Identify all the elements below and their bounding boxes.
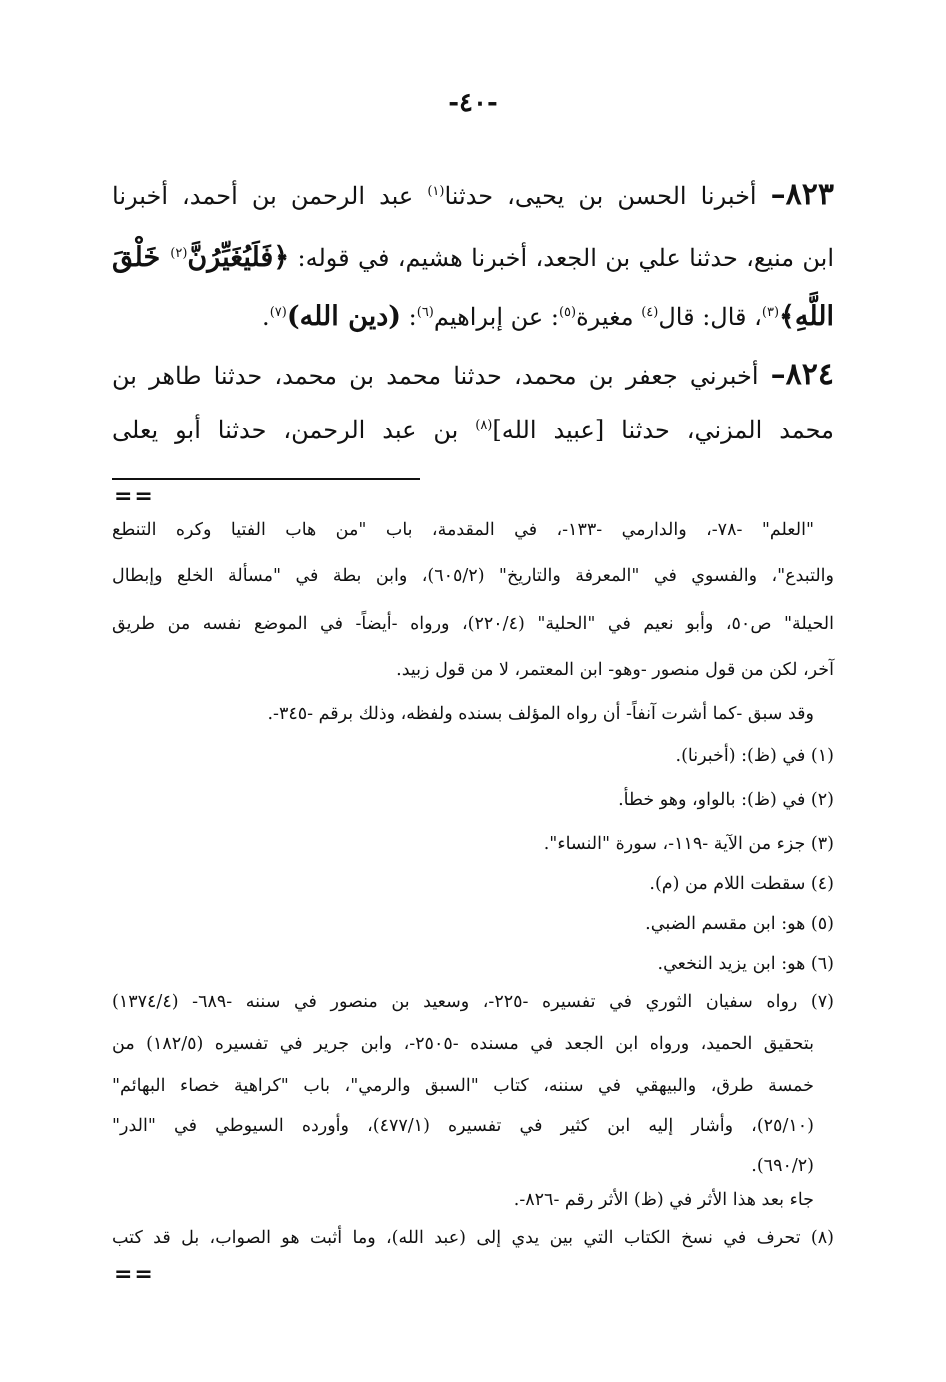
hadith-824-line-2 [112, 418, 834, 442]
text-run: عبد الرحمن بن أحمد، أخبرنا [112, 182, 428, 210]
text-run: : [401, 303, 417, 331]
footnote-continuation-line: وقد سبق -كما أشرت آنفاً- أن رواه المؤلف بسنده ولفظه، وذلك برقم -٣٤٥-. [267, 704, 814, 724]
continuation-mark-bottom: == [114, 1262, 155, 1287]
hadith-number-824: ٨٢٤– [770, 357, 834, 392]
text-run: بن عبد الرحمن، حدثنا أبو يعلى [112, 416, 476, 444]
footnote-7-line: خمسة طرق، والبيهقي في سننه، كتاب "السبق والرمي"، باب "كراهية خصاء البهائم" [112, 1076, 814, 1096]
footnote-7-line: بتحقيق الحميد، ورواه ابن الجعد في مسنده -٢٥٠٥-، وابن جرير في تفسيره (١٨٢/٥) من [112, 1034, 814, 1054]
hadith-823-line-2 [112, 244, 834, 271]
footnote-continuation-line: "العلم" -٧٨-، والدارمي -١٣٣-، في المقدمة، باب "من هاب الفتيا وكره التنطع [112, 520, 814, 540]
footnote-8: (٨) تحرف في نسخ الكتاب التي بين يدي إلى (عبد الله)، وما أثبت هو الصواب، بل قد كتب [112, 1228, 834, 1248]
page-number: -٤٠- [448, 88, 498, 118]
footnote-7-line: جاء بعد هذا الأثر في (ظ) الأثر رقم -٨٢٦-. [513, 1190, 814, 1210]
text-run: أخبرني جعفر بن محمد، حدثنا محمد بن محمد، حدثنا طاهر بن [112, 362, 771, 390]
quran-verse: اللَّهِ﴾ [779, 301, 834, 332]
footnote-ref-4: (٤) [641, 305, 659, 320]
footnote-1: (١) في (ظ): (أخبرنا). [675, 746, 834, 766]
footnote-continuation-line: والتبدع"، والفسوي في "المعرفة والتاريخ" (٦٠٥/٢)، وابن بطة في "مسألة الخلع وإبطال [112, 566, 834, 586]
footnote-separator-rule [112, 478, 420, 480]
footnote-7-line: (٧) رواه سفيان الثوري في تفسيره -٢٢٥-، وسعيد بن منصور في سننه -٦٨٩- (١٣٧٤/٤) [112, 992, 834, 1012]
footnote-5: (٥) هو: ابن مقسم الضبي. [645, 914, 834, 934]
footnote-2: (٢) في (ظ): بالواو، وهو خطأ. [618, 790, 834, 810]
footnote-7-line: (٢٥/١٠)، وأشار إليه ابن كثير في تفسيره (٤٧٧/١)، وأورده السيوطي في "الدر" [112, 1116, 814, 1136]
text-run: محمد المزني، حدثنا [عبيد الله] [492, 416, 835, 444]
footnote-3: (٣) جزء من الآية -١١٩-، سورة "النساء". [543, 834, 834, 854]
footnote-ref-5: (٥) [558, 305, 577, 320]
footnote-4: (٤) سقطت اللام من (م). [649, 874, 834, 894]
quoted-phrase: (دين الله) [286, 301, 402, 332]
footnote-6: (٦) هو: ابن يزيد النخعي. [657, 954, 834, 974]
hadith-number-823: ٨٢٣– [770, 177, 834, 212]
footnote-ref-8: (٨) [475, 418, 493, 433]
footnote-ref-7: (٧) [269, 305, 287, 320]
footnote-ref-6: (٦) [416, 305, 434, 320]
quran-verse: خَلْقَ [112, 242, 171, 273]
footnote-ref-1: (١) [427, 184, 445, 199]
hadith-824-line-1 [112, 357, 834, 392]
footnote-continuation-line: آخر، لكن من قول منصور -وهو- ابن المعتمر، لا من قول زبيد. [396, 660, 834, 680]
continuation-mark-top: == [114, 484, 155, 509]
text-run: ، قال: قال [658, 303, 762, 331]
text-run: مغيرة [576, 303, 642, 331]
hadith-823-line-3 [112, 303, 834, 330]
footnote-ref-3: (٣) [761, 305, 780, 320]
text-run: ابن منيع، حدثنا علي بن الجعد، أخبرنا هشيم، في قوله: [289, 244, 835, 272]
text-run: : عن إبراهيم [433, 303, 559, 331]
quran-verse: ﴿فَلَيُغَيِّرُنَّ [187, 242, 290, 273]
footnote-7-line: (٦٩٠/٢). [751, 1156, 814, 1176]
footnote-continuation-line: الحيلة" ص٥٠، وأبو نعيم في "الحلية" (٢٢٠/٤)، ورواه -أيضاً- في الموضع نفسه من طريق [112, 614, 834, 634]
hadith-823-line-1 [112, 177, 834, 212]
footnote-ref-2: (٢) [170, 246, 188, 261]
text-run: . [262, 303, 270, 331]
text-run: أخبرنا الحسن بن يحيى، حدثنا [444, 182, 771, 210]
